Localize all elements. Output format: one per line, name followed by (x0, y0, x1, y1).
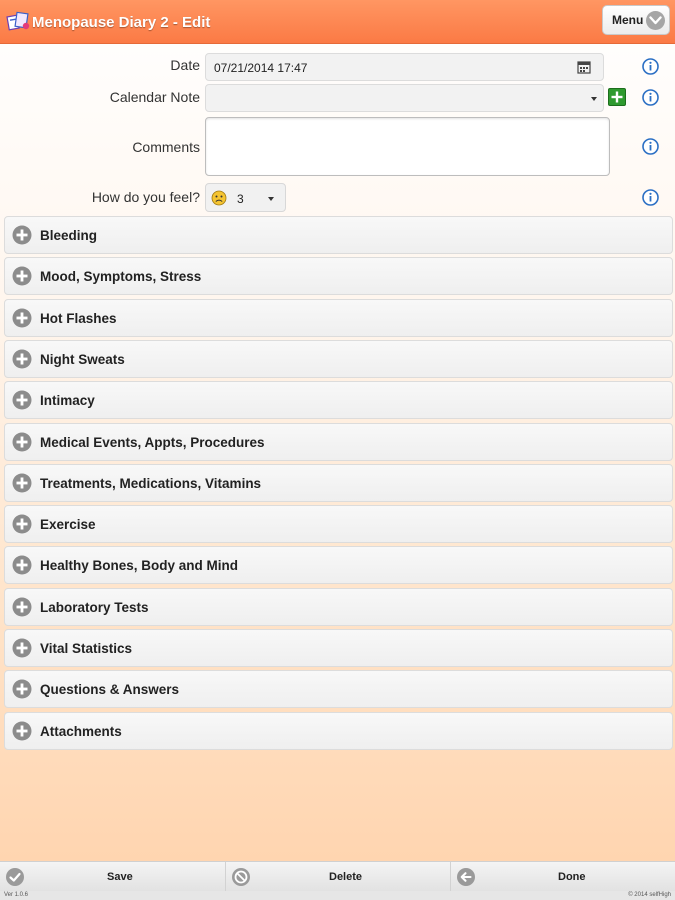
info-icon[interactable] (642, 89, 659, 106)
section-row[interactable] (4, 464, 673, 502)
copyright-text: © 2014 selfHigh (628, 892, 671, 898)
feel-value: 3 (237, 192, 244, 206)
section-label: Intimacy (40, 393, 95, 409)
date-field[interactable] (205, 53, 604, 81)
plus-circle-icon (12, 597, 32, 617)
section-row[interactable] (4, 216, 673, 254)
feel-label: How do you feel? (91, 189, 200, 205)
section-label: Mood, Symptoms, Stress (40, 269, 202, 285)
section-row[interactable] (4, 670, 673, 708)
plus-circle-icon (12, 679, 32, 699)
plus-circle-icon (12, 555, 32, 575)
done-button-label: Done (558, 871, 586, 883)
plus-circle-icon (12, 266, 32, 286)
comments-label: Comments (132, 139, 200, 155)
header-bar (0, 0, 675, 44)
section-label: Medical Events, Appts, Procedures (40, 434, 265, 450)
info-icon[interactable] (642, 58, 659, 75)
plus-circle-icon (12, 432, 32, 452)
sad-face-icon (211, 190, 227, 206)
section-label: Healthy Bones, Body and Mind (40, 558, 239, 574)
section-label: Exercise (40, 517, 96, 533)
section-label: Laboratory Tests (40, 599, 149, 615)
plus-circle-icon (12, 349, 32, 369)
plus-circle-icon (12, 514, 32, 534)
section-label: Vital Statistics (40, 641, 133, 656)
section-label: Questions & Answers (40, 682, 180, 698)
plus-circle-icon (12, 308, 32, 328)
version-text: Ver 1.0.6 (4, 892, 29, 898)
section-row[interactable] (4, 546, 673, 584)
calendar-note-label: Calendar Note (109, 89, 200, 105)
plus-circle-icon (12, 390, 32, 410)
date-value: 07/21/2014 17:47 (214, 61, 308, 75)
save-button-label: Save (107, 871, 133, 883)
section-row[interactable] (4, 588, 673, 626)
done-button[interactable] (450, 862, 674, 892)
info-icon[interactable] (642, 189, 659, 206)
footer (0, 891, 675, 900)
bottom-toolbar (0, 861, 675, 891)
section-label: Attachments (40, 723, 122, 739)
plus-circle-icon (12, 225, 32, 245)
page-title: Menopause Diary 2 - Edit (32, 14, 211, 31)
plus-circle-icon (12, 721, 32, 741)
plus-circle-icon (12, 638, 32, 658)
section-label: Night Sweats (40, 351, 125, 367)
prohibited-icon (231, 867, 251, 887)
diary-app-icon (6, 10, 32, 32)
section-label: Bleeding (40, 228, 98, 243)
feel-select[interactable] (205, 183, 286, 212)
calendar-icon[interactable] (577, 60, 591, 74)
section-row[interactable] (4, 340, 673, 378)
delete-button-label: Delete (329, 871, 363, 883)
calendar-note-select[interactable] (205, 84, 604, 112)
info-icon[interactable] (642, 138, 659, 155)
section-row[interactable] (4, 505, 673, 543)
back-arrow-icon (456, 867, 476, 887)
date-label: Date (170, 57, 200, 73)
plus-icon (609, 89, 625, 105)
section-label: Hot Flashes (40, 310, 117, 326)
section-label: Treatments, Medications, Vitamins (40, 475, 262, 491)
section-row[interactable] (4, 629, 673, 667)
section-row[interactable] (4, 299, 673, 337)
chevron-down-icon (646, 11, 665, 30)
section-row[interactable] (4, 381, 673, 419)
menu-button[interactable] (602, 5, 670, 35)
caret-down-icon (591, 97, 597, 101)
section-row[interactable] (4, 423, 673, 461)
comments-input[interactable] (205, 117, 610, 176)
menu-button-label: Menu (612, 13, 644, 27)
plus-circle-icon (12, 473, 32, 493)
add-calendar-note-button[interactable] (608, 88, 626, 106)
delete-button[interactable] (225, 862, 449, 892)
check-circle-icon (5, 867, 25, 887)
section-row[interactable] (4, 257, 673, 295)
section-row[interactable] (4, 712, 673, 750)
caret-down-icon (268, 197, 274, 201)
save-button[interactable] (0, 862, 224, 892)
